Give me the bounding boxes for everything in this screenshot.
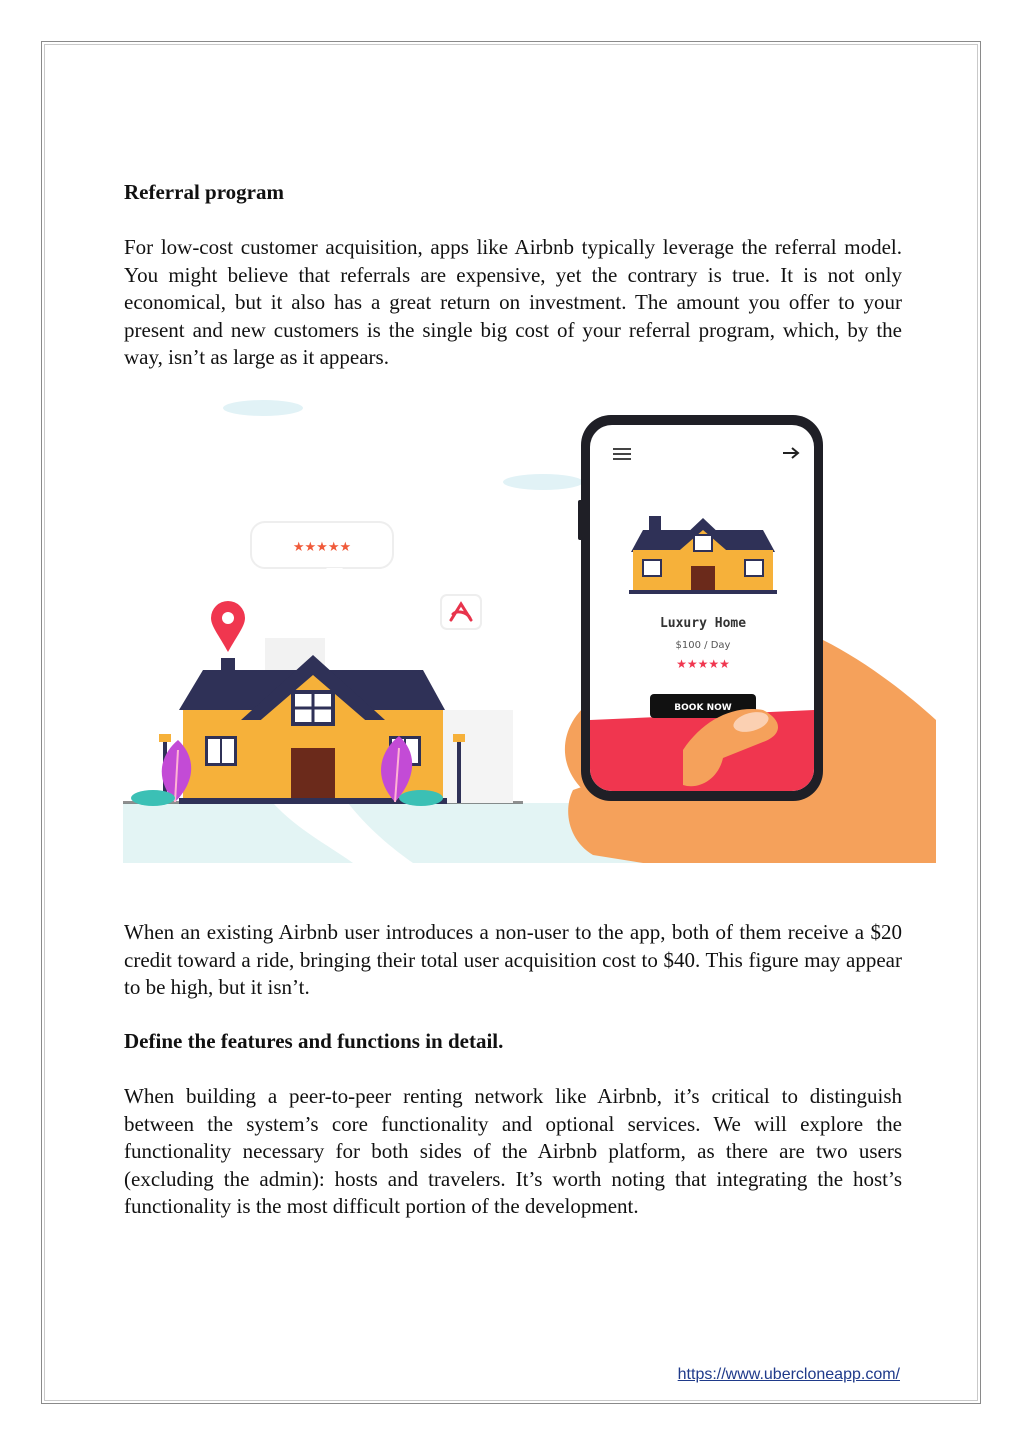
footer-url-link[interactable]: https://www.ubercloneapp.com/ [677,1366,900,1383]
cloud [223,400,303,416]
referral-heading: Referral program [124,180,284,204]
features-paragraph: When building a peer-to-peer renting network like Airbnb, it’s critical to distinguish between the system’s core functionality and optional services. We will explore the functionality necessary for both sides of the Airbnb platform, as there are two users (excluding the admin): hosts and travelers. It’s worth noting that integrating the host’s functionality is the most difficult portion of the development. [124,1084,902,1219]
features-heading: Define the features and functions in detail. [124,1029,504,1053]
listing-price: $100 / Day [675,640,731,651]
location-pin-icon [211,601,245,652]
airbnb-logo-icon [441,595,481,629]
review-stars: ★★★★★ [292,540,352,555]
credit-paragraph: When an existing Airbnb user introduces a non-user to the app, both of them receive a $20 credit toward a ride, bringing their total user acquisition cost to $40. This figure may appear to be high, but it isn’t. [124,920,902,1000]
listing-title: Luxury Home [659,616,747,631]
hamburger-menu-icon [613,448,631,460]
airbnb-referral-illustration [123,390,936,863]
cloud [503,474,583,490]
review-bubble [251,522,393,578]
listing-stars: ★★★★★ [676,657,730,671]
referral-paragraph: For low-cost customer acquisition, apps like Airbnb typically leverage the referral model. You might believe that referrals are expensive, yet the contrary is true. It is not only economical, but it also has a great return on investment. The amount you offer to your present and new customers is the single big cost of your referral program, which, by the way, isn’t as large as it appears. [124,235,902,370]
book-now-label: BOOK NOW [674,703,732,713]
plant [131,740,191,806]
background-building [443,710,513,803]
